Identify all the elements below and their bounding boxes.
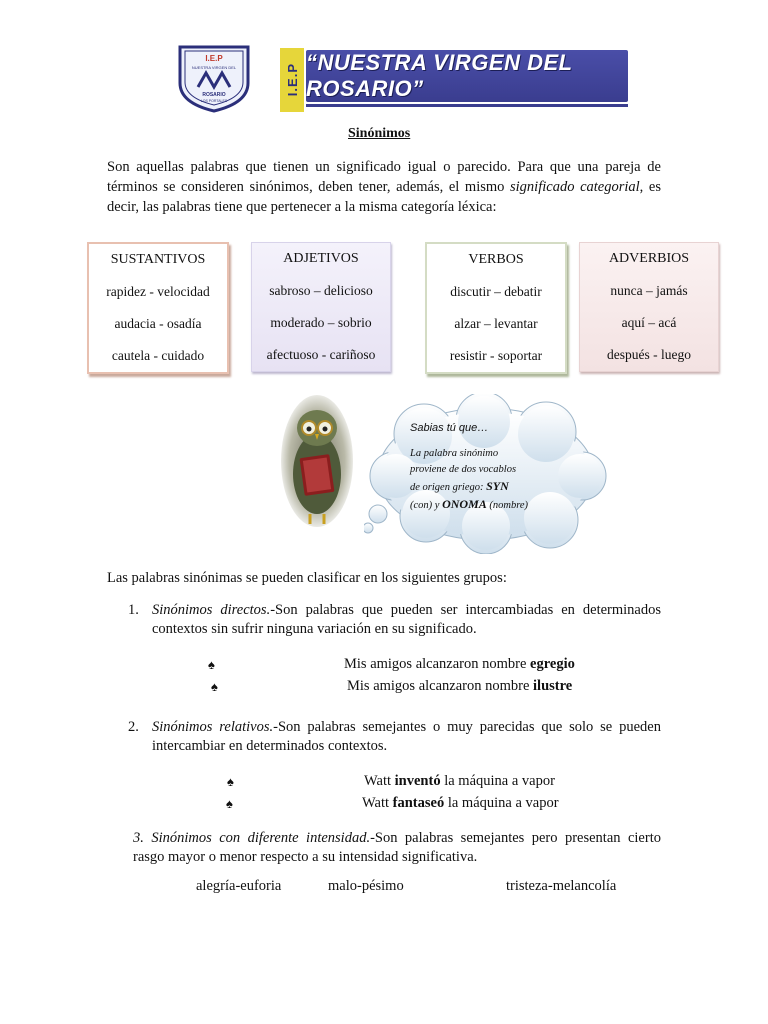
example-post: la máquina a vapor (440, 773, 555, 789)
group-desc: -Son palabras semejantes pero presentan cierto rasgo mayor o menor respecto a su intensidad significativa. (133, 830, 661, 865)
category-word: aquí – acá (621, 315, 677, 330)
group-number: 3. (133, 830, 144, 846)
category-heading: ADVERBIOS (608, 251, 690, 266)
page-title: Sinónimos (348, 126, 411, 141)
category-word: alzar – levantar (454, 316, 538, 331)
school-banner (280, 48, 630, 112)
category-heading: VERBOS (468, 252, 524, 267)
banner-side-strip (280, 48, 304, 112)
group-number: 1. (128, 602, 139, 618)
intensity-example-2: malo-pésimo (328, 878, 404, 894)
cloud-syn: SYN (486, 479, 509, 493)
banner-side-text: I.E.P (284, 63, 300, 97)
group-name: Sinónimos directos. (152, 602, 271, 618)
intensity-example-3: tristeza-melancolía (506, 878, 617, 894)
group-1 (128, 601, 661, 639)
example-text: Watt (362, 795, 393, 811)
cloud-line-3a: de origen griego: (410, 482, 487, 493)
category-box-sustantivos (87, 242, 229, 374)
definition-paragraph (107, 157, 661, 217)
cloud-line-4c: (nombre) (486, 500, 529, 511)
spade-icon: ♠ (226, 796, 233, 811)
example-text: Mis amigos alcanzaron nombre (347, 678, 534, 694)
category-word: audacia - osadía (114, 316, 202, 331)
example-text: Watt (364, 773, 395, 789)
definition-emphasis: significado categorial (510, 179, 640, 195)
group-desc: -Son palabras que pueden ser intercambiadas en determinados contextos sin sufrir ninguna variación en su significado. (152, 602, 661, 637)
cloud-title: Sabias tú que… (410, 422, 489, 434)
spade-icon: ♠ (227, 774, 234, 789)
example-1b (347, 678, 572, 695)
example-bold: inventó (394, 773, 441, 789)
shield-line-1: NUESTRA VIRGEN DEL (191, 65, 237, 70)
definition-part-2: , es decir, las palabras tiene que pertenecer a la misma categoría léxica: (107, 179, 661, 215)
cloud-line-3 (410, 478, 590, 496)
category-heading: SUSTANTIVOS (110, 252, 206, 267)
spade-icon: ♠ (211, 679, 218, 694)
category-word: rapidez - velocidad (106, 284, 210, 299)
group-3 (133, 829, 661, 867)
example-bold: egregio (530, 656, 575, 672)
cloud-line-4 (410, 496, 590, 514)
category-word: discutir – debatir (450, 284, 542, 299)
example-bold: ilustre (533, 678, 573, 694)
category-word: resistir - soportar (449, 348, 543, 363)
category-heading: ADJETIVOS (283, 251, 359, 266)
spade-icon: ♠ (208, 657, 215, 672)
school-shield-logo (176, 43, 252, 113)
example-2b (362, 795, 559, 812)
cloud-line-2: proviene de dos vocablos (410, 464, 517, 475)
cloud-onoma: ONOMA (442, 497, 487, 511)
owl-reading-illustration (280, 394, 354, 528)
shield-text: I.E.P (205, 54, 223, 63)
category-word: cautela - cuidado (111, 348, 205, 363)
category-box-verbos (425, 242, 567, 374)
category-word: después - luego (607, 347, 691, 362)
category-word: moderado – sobrio (270, 315, 372, 330)
group-name: Sinónimos con diferente intensidad. (151, 830, 371, 846)
shield-line-2: ROSARIO (202, 92, 226, 98)
example-post: la máquina a vapor (444, 795, 559, 811)
group-2 (128, 718, 661, 756)
cloud-line-4a: (con) y (410, 500, 443, 511)
category-word: nunca – jamás (610, 283, 688, 298)
group-desc: -Son palabras semejantes o muy parecidas que solo se pueden intercambiar en determinados contextos. (152, 719, 661, 754)
definition-part-1: Son aquellas palabras que tienen un significado igual o parecido. Para que una pareja de términos se consideren sinónimos, deben tener, además, el mismo (107, 159, 661, 195)
example-bold: fantaseó (392, 795, 445, 811)
groups-intro: Las palabras sinónimas se pueden clasificar en los siguientes grupos: (107, 570, 507, 586)
banner-title-box (306, 50, 628, 102)
intensity-example-1: alegría-euforia (196, 878, 282, 894)
category-word: afectuoso - cariñoso (266, 347, 376, 362)
category-box-adjetivos (251, 242, 391, 372)
example-1a (344, 656, 575, 673)
banner-underline (306, 104, 628, 107)
cloud-text (410, 420, 590, 514)
cloud-line-1: La palabra sinónimo (410, 448, 499, 459)
group-number: 2. (128, 719, 139, 735)
shield-line-3: LOS PORTALES (200, 99, 228, 103)
group-name: Sinónimos relativos. (152, 719, 274, 735)
banner-title: “NUESTRA VIRGEN DEL ROSARIO” (306, 50, 573, 101)
example-2a (364, 773, 555, 790)
example-text: Mis amigos alcanzaron nombre (344, 656, 531, 672)
category-word: sabroso – delicioso (269, 283, 373, 298)
category-box-adverbios (579, 242, 719, 372)
